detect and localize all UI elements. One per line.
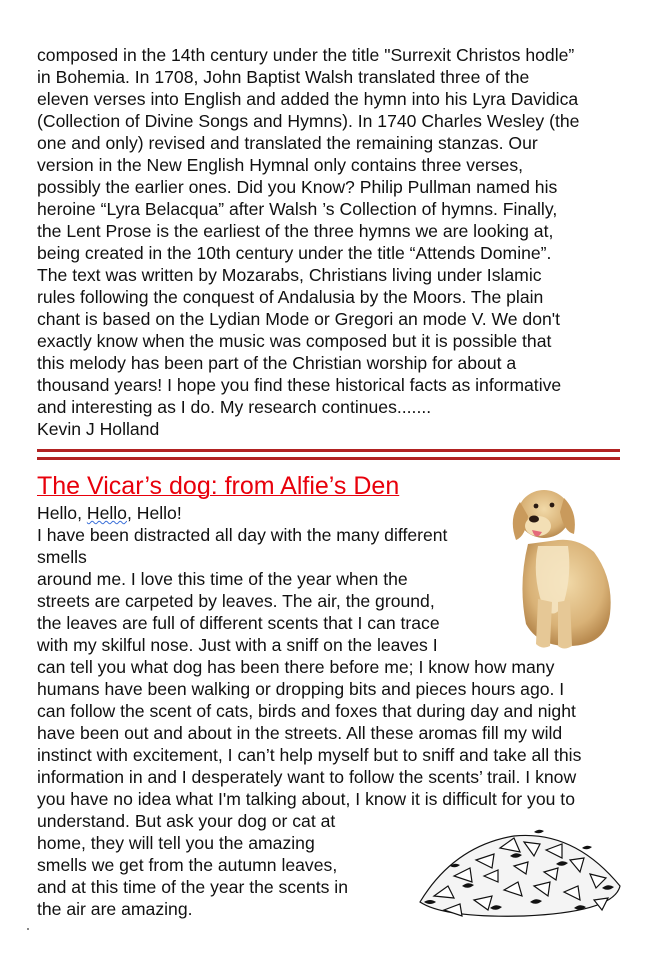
text-line: version in the New English Hymnal only contains three verses,: [37, 155, 524, 175]
text-line: streets are carpeted by leaves. The air, the ground,: [37, 591, 435, 611]
text-line: can tell you what dog has been there before me; I know how many: [37, 657, 555, 677]
text-line: smells we get from the autumn leaves,: [37, 855, 338, 875]
text-line: have been out and about in the streets. All these aromas fill my wild: [37, 723, 563, 743]
text-line: can follow the scent of cats, birds and foxes that during day and night: [37, 701, 576, 721]
text-line: you have no idea what I'm talking about, I know it is difficult for you to: [37, 789, 575, 809]
history-article: [37, 44, 637, 440]
text-line: The text was written by Mozarabs, Christians living under Islamic: [37, 265, 542, 285]
text-line: exactly know when the music was composed but it is possible that: [37, 331, 552, 351]
page-mark: [27, 928, 29, 930]
text-line: composed in the 14th century under the title "Surrexit Christos hodle”: [37, 45, 575, 65]
text-line: the Lent Prose is the earliest of the three hymns we are looking at,: [37, 221, 554, 241]
text-line: being created in the 10th century under the title “Attends Domine”.: [37, 243, 552, 263]
text-line: possibly the earlier ones. Did you Know? Philip Pullman named his: [37, 177, 558, 197]
article-title: The Vicar’s dog: from Alfie’s Den: [37, 472, 400, 500]
author-signature: Kevin J Holland: [37, 419, 160, 439]
text-line: this melody has been part of the Christian worship for about a: [37, 353, 517, 373]
text-line: smells: [37, 547, 87, 567]
dog-image: [498, 474, 618, 652]
text-line: heroine “Lyra Belacqua” after Walsh ’s Collection of hymns. Finally,: [37, 199, 558, 219]
greeting-start: Hello,: [37, 503, 87, 523]
text-line: thousand years! I hope you find these historical facts as informative: [37, 375, 562, 395]
text-line: eleven verses into English and added the hymn into his Lyra Davidica: [37, 89, 579, 109]
greeting-end: , Hello!: [126, 503, 182, 523]
section-divider: [37, 449, 620, 465]
greeting-line: [37, 502, 182, 524]
text-line: around me. I love this time of the year when the: [37, 569, 408, 589]
text-line: information in and I desperately want to follow the scents’ trail. I know: [37, 767, 577, 787]
text-line: and interesting as I do. My research continues.......: [37, 397, 432, 417]
leaf-pile-image: [414, 816, 628, 920]
text-line: home, they will tell you the amazing: [37, 833, 315, 853]
text-line: humans have been walking or dropping bits and pieces hours ago. I: [37, 679, 565, 699]
text-line: I have been distracted all day with the many different: [37, 525, 448, 545]
text-line: rules following the conquest of Andalusia by the Moors. The plain: [37, 287, 544, 307]
text-line: with my skilful nose. Just with a sniff on the leaves I: [37, 635, 438, 655]
text-line: understand. But ask your dog or cat at: [37, 811, 336, 831]
text-line: instinct with excitement, I can’t help myself but to sniff and take all this: [37, 745, 582, 765]
text-line: (Collection of Divine Songs and Hymns). In 1740 Charles Wesley (the: [37, 111, 580, 131]
hello-link[interactable]: Hello: [86, 503, 127, 523]
text-line: the air are amazing.: [37, 899, 193, 919]
text-line: the leaves are full of different scents that I can trace: [37, 613, 440, 633]
text-line: in Bohemia. In 1708, John Baptist Walsh translated three of the: [37, 67, 530, 87]
text-line: one and only) revised and translated the remaining stanzas. Our: [37, 133, 538, 153]
text-line: and at this time of the year the scents in: [37, 877, 348, 897]
text-line: chant is based on the Lydian Mode or Gregori an mode V. We don't: [37, 309, 561, 329]
